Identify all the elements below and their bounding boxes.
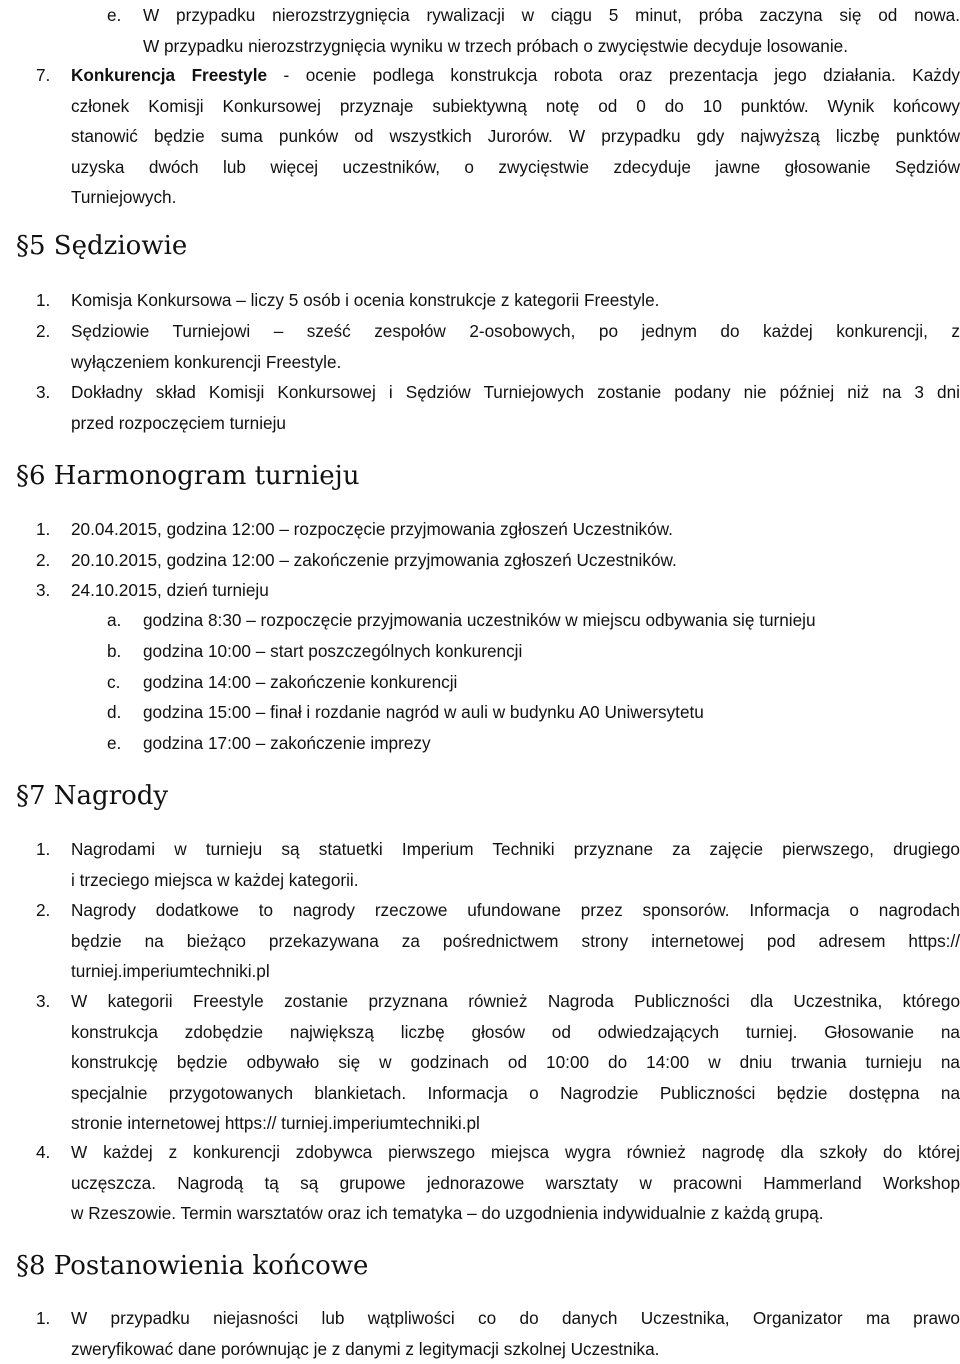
list-marker: 2. [36, 321, 51, 341]
list-text: godzina 10:00 – start poszczególnych konkurencji [143, 641, 523, 661]
list-marker: 1. [36, 1308, 51, 1328]
list-marker: e. [107, 5, 122, 25]
list-marker: b. [107, 641, 122, 661]
list-marker: 7. [36, 65, 51, 85]
list-text: W każdej z konkurencji zdobywca pierwszego miejsca wygra również nagrodę dla szkoły do której uczęszcza. Nagrodą tą są grupowe jednorazowe warsztaty w pracowni Hammerland Workshop w Rzeszowie. Termin warsztatów oraz ich tematyka – do uzgodnienia indywidualnie z każdą grupą. [71, 1142, 960, 1223]
list-text: W kategorii Freestyle zostanie przyznana również Nagroda Publiczności dla Uczestnika, którego konstrukcja zdobędzie największą liczbę głosów od odwiedzających turniej. Głosowanie na konstrukcję będzie odbywało się w godzinach od 10:00 do 14:00 w dniu trwania turnieju na specjalnie przygotowanych blankietach. Informacja o Nagrodzie Publiczności będzie dostępna na stronie internetowej https:// turniej.imperiumtechniki.pl [71, 991, 960, 1133]
list-marker: c. [107, 672, 121, 692]
list-text: godzina 8:30 – rozpoczęcie przyjmowania uczestników w miejscu odbywania się turnieju [143, 610, 816, 630]
list-text: Komisja Konkursowa – liczy 5 osób i ocenia konstrukcje z kategorii Freestyle. [71, 290, 660, 310]
list-text: godzina 15:00 – finał i rozdanie nagród w auli w budynku A0 Uniwersytetu [143, 702, 704, 722]
list-marker: 3. [36, 991, 51, 1011]
list-marker: 2. [36, 550, 51, 570]
list-marker: e. [107, 733, 122, 753]
list-text: Konkurencja Freestyle - ocenie podlega konstrukcja robota oraz prezentacja jego działania. Każdy członek Komisji Konkursowej przyznaje subiektywną notę od 0 do 10 punktów. Wynik końcowy stanowić będzie suma punków od wszystkich Jurorów. W przypadku gdy najwyższą liczbę punktów uzyska dwóch lub więcej uczestników, o zwycięstwie zdecyduje jawne głosowanie Sędziów Turniejowych. [71, 65, 960, 207]
list-marker: 1. [36, 519, 51, 539]
list-text: Sędziowie Turniejowi – sześć zespołów 2-osobowych, po jednym do każdej konkurencji, z wyłączeniem konkurencji Freestyle. [71, 321, 960, 372]
section-heading: §6 Harmonogram turnieju [16, 461, 360, 491]
list-text: 20.04.2015, godzina 12:00 – rozpoczęcie przyjmowania zgłoszeń Uczestników. [71, 519, 673, 539]
list-text: W przypadku niejasności lub wątpliwości co do danych Uczestnika, Organizator ma prawo zweryfikować dane porównując je z danymi z legitymacji szkolnej Uczestnika. [71, 1308, 960, 1359]
list-text: Dokładny skład Komisji Konkursowej i Sędziów Turniejowych zostanie podany nie później niż na 3 dni przed rozpoczęciem turnieju [71, 382, 960, 433]
list-text: godzina 17:00 – zakończenie imprezy [143, 733, 431, 753]
section-heading: §7 Nagrody [16, 781, 169, 811]
list-marker: 2. [36, 900, 51, 920]
list-text: Nagrody dodatkowe to nagrody rzeczowe ufundowane przez sponsorów. Informacja o nagrodach będzie na bieżąco przekazywana za pośrednictwem strony internetowej pod adresem https:// turniej.imperiumtechniki.pl [71, 900, 960, 981]
section-heading: §5 Sędziowie [16, 231, 188, 261]
list-marker: a. [107, 610, 122, 630]
list-text: godzina 14:00 – zakończenie konkurencji [143, 672, 458, 692]
list-text: 20.10.2015, godzina 12:00 – zakończenie przyjmowania zgłoszeń Uczestników. [71, 550, 677, 570]
list-text: 24.10.2015, dzień turnieju [71, 580, 269, 600]
list-text: W przypadku nierozstrzygnięcia rywalizacji w ciągu 5 minut, próba zaczyna się od nowa. W przypadku nierozstrzygnięcia wyniku w trzech próbach o zwycięstwie decyduje losowanie. [143, 5, 960, 56]
freestyle-title: Konkurencja Freestyle [71, 65, 268, 85]
list-text: Nagrodami w turnieju są statuetki Imperium Techniki przyznane za zajęcie pierwszego, drugiego i trzeciego miejsca w każdej kategorii. [71, 839, 960, 890]
list-marker: 4. [36, 1142, 51, 1162]
list-marker: 3. [36, 580, 51, 600]
list-marker: d. [107, 702, 122, 722]
list-marker: 1. [36, 290, 51, 310]
list-marker: 3. [36, 382, 51, 402]
section-heading: §8 Postanowienia końcowe [16, 1251, 369, 1281]
list-marker: 1. [36, 839, 51, 859]
